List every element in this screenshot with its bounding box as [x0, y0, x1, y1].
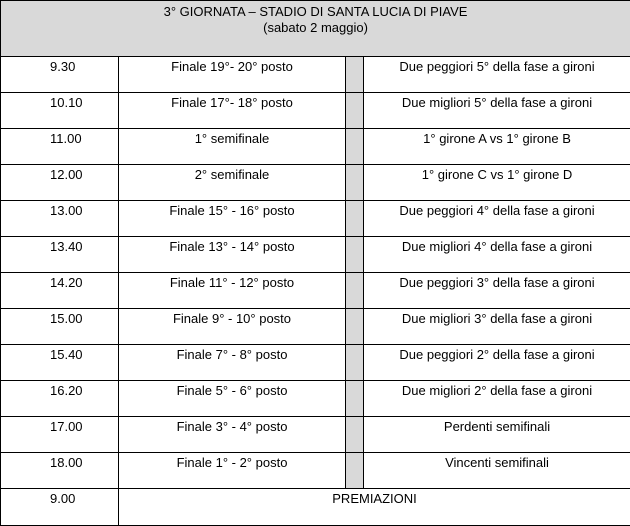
schedule-subtitle: (sabato 2 maggio): [1, 20, 630, 36]
match-teams: Due peggiori 2° della fase a gironi: [364, 345, 630, 381]
match-label: Finale 3° - 4° posto: [119, 417, 346, 453]
separator-cell: [346, 345, 364, 381]
match-label: Finale 15° - 16° posto: [119, 201, 346, 237]
match-time: 17.00: [1, 417, 119, 453]
match-time: 14.20: [1, 273, 119, 309]
match-time: 9.30: [1, 57, 119, 93]
table-row: [1, 309, 630, 345]
separator-cell: [346, 309, 364, 345]
separator-cell: [346, 57, 364, 93]
separator-cell: [346, 453, 364, 489]
schedule-title: 3° GIORNATA – STADIO DI SANTA LUCIA DI PIAVE: [1, 4, 630, 20]
match-teams: 1° girone C vs 1° girone D: [364, 165, 630, 201]
header-row: [1, 1, 630, 57]
table-row: [1, 381, 630, 417]
table-row: [1, 93, 630, 129]
separator-cell: [346, 165, 364, 201]
match-time: 10.10: [1, 93, 119, 129]
match-time: 18.00: [1, 453, 119, 489]
separator-cell: [346, 129, 364, 165]
match-label: Finale 7° - 8° posto: [119, 345, 346, 381]
awards-label: PREMIAZIONI: [119, 489, 630, 526]
match-teams: Due migliori 3° della fase a gironi: [364, 309, 630, 345]
match-time: 11.00: [1, 129, 119, 165]
awards-time: 9.00: [1, 489, 119, 526]
match-teams: Due migliori 2° della fase a gironi: [364, 381, 630, 417]
header-cell: [1, 1, 630, 57]
match-label: Finale 17°- 18° posto: [119, 93, 346, 129]
match-teams: Perdenti semifinali: [364, 417, 630, 453]
match-label: Finale 13° - 14° posto: [119, 237, 346, 273]
separator-cell: [346, 273, 364, 309]
separator-cell: [346, 417, 364, 453]
match-label: Finale 19°- 20° posto: [119, 57, 346, 93]
separator-cell: [346, 201, 364, 237]
match-teams: Due migliori 4° della fase a gironi: [364, 237, 630, 273]
match-label: Finale 9° - 10° posto: [119, 309, 346, 345]
separator-cell: [346, 93, 364, 129]
match-teams: Due peggiori 3° della fase a gironi: [364, 273, 630, 309]
awards-row: [1, 489, 630, 526]
table-row: [1, 345, 630, 381]
match-label: Finale 5° - 6° posto: [119, 381, 346, 417]
match-teams: Due peggiori 5° della fase a gironi: [364, 57, 630, 93]
match-teams: Due migliori 5° della fase a gironi: [364, 93, 630, 129]
match-time: 15.40: [1, 345, 119, 381]
match-teams: Vincenti semifinali: [364, 453, 630, 489]
table-row: [1, 129, 630, 165]
table-row: [1, 417, 630, 453]
match-time: 16.20: [1, 381, 119, 417]
match-time: 13.00: [1, 201, 119, 237]
table-row: [1, 273, 630, 309]
table-row: [1, 201, 630, 237]
table-row: [1, 453, 630, 489]
match-label: Finale 11° - 12° posto: [119, 273, 346, 309]
match-label: Finale 1° - 2° posto: [119, 453, 346, 489]
table-row: [1, 165, 630, 201]
match-time: 15.00: [1, 309, 119, 345]
separator-cell: [346, 237, 364, 273]
match-time: 12.00: [1, 165, 119, 201]
table-row: [1, 57, 630, 93]
match-teams: Due peggiori 4° della fase a gironi: [364, 201, 630, 237]
match-teams: 1° girone A vs 1° girone B: [364, 129, 630, 165]
match-label: 2° semifinale: [119, 165, 346, 201]
match-label: 1° semifinale: [119, 129, 346, 165]
separator-cell: [346, 381, 364, 417]
match-time: 13.40: [1, 237, 119, 273]
table-row: [1, 237, 630, 273]
